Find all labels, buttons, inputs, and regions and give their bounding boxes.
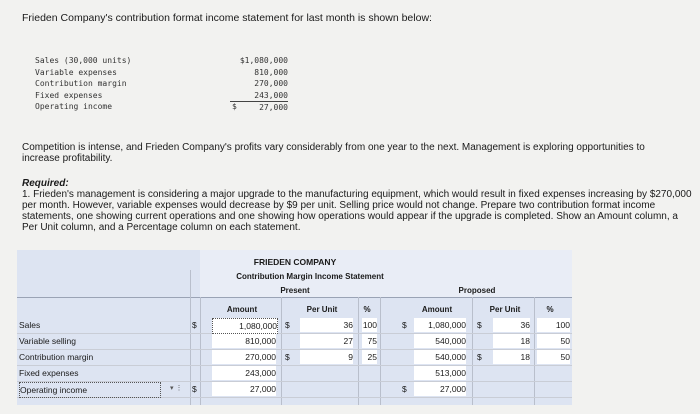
dollar-sign: $: [402, 320, 407, 330]
row-label: Sales: [19, 320, 41, 330]
table-row: [17, 366, 572, 382]
statement-title: Contribution Margin Income Statement: [236, 272, 384, 281]
proposed-percent-input[interactable]: 50: [537, 334, 570, 348]
given-value: 243,000: [230, 90, 288, 103]
given-label: Sales (30,000 units): [35, 56, 132, 65]
present-amount-input[interactable]: 243,000: [212, 366, 276, 380]
proposed-per-unit-input[interactable]: 18: [493, 334, 530, 348]
given-dollar: $: [232, 102, 237, 111]
dollar-sign: $: [192, 384, 197, 394]
present-percent-header: %: [363, 305, 371, 314]
proposed-percent-input[interactable]: 100: [537, 318, 570, 332]
dollar-sign: $: [477, 320, 482, 330]
table-row: [17, 334, 572, 350]
present-per-unit-header: Per Unit: [306, 305, 338, 314]
dollar-sign: $: [192, 320, 197, 330]
present-percent-input[interactable]: 75: [362, 334, 377, 348]
dropdown-arrow-icon[interactable]: ▾ ⋮: [170, 385, 183, 392]
proposed-per-unit-header: Per Unit: [489, 305, 521, 314]
table-row: [17, 318, 572, 334]
given-value: 27,000: [259, 103, 288, 112]
proposed-amount-input[interactable]: 513,000: [414, 366, 466, 380]
present-amount-input[interactable]: 810,000: [212, 334, 276, 348]
row-label: Variable selling: [19, 336, 77, 346]
dollar-sign: $: [477, 352, 482, 362]
given-value: $1,080,000: [239, 56, 288, 65]
row-label: Contribution margin: [19, 352, 94, 362]
required-heading: Required:: [22, 178, 69, 189]
proposed-amount-header: Amount: [421, 305, 453, 314]
present-heading: Present: [280, 286, 310, 295]
table-row: [17, 382, 572, 398]
income-statement-table: [17, 250, 572, 405]
proposed-per-unit-input[interactable]: 36: [493, 318, 530, 332]
present-per-unit-input[interactable]: 36: [300, 318, 353, 332]
row-label: Fixed expenses: [19, 368, 79, 378]
present-amount-header: Amount: [226, 305, 258, 314]
company-name: FRIEDEN COMPANY: [253, 257, 337, 267]
present-per-unit-input[interactable]: 9: [300, 350, 353, 364]
proposed-percent-input[interactable]: 50: [537, 350, 570, 364]
row-label: Operating income: [19, 382, 161, 398]
required-text: 1. Frieden's management is considering a major upgrade to the manufacturing equipment, which would result in fixed expenses increasing by $270,000 per month. However, variable expenses would decrease by $9 per unit. Selling price would not change. Prepare two contribution format income statements, one showing current operations and one showing how operations would appear if the upgrade is completed. Show an Amount column, a Per Unit column, and a Percentage column on each statement.: [22, 189, 692, 233]
proposed-per-unit-input[interactable]: 18: [493, 350, 530, 364]
given-label: Variable expenses: [35, 67, 117, 77]
given-values: [230, 55, 288, 114]
given-label: Operating income: [35, 102, 113, 111]
proposed-amount-input[interactable]: 540,000: [414, 334, 466, 348]
given-value: 810,000: [254, 67, 288, 77]
dollar-sign: $: [285, 352, 290, 362]
dollar-sign: $: [285, 320, 290, 330]
present-amount-input[interactable]: 27,000: [212, 382, 276, 396]
proposed-percent-header: %: [546, 305, 554, 314]
present-amount-input[interactable]: 270,000: [212, 350, 276, 364]
present-amount-input[interactable]: 1,080,000: [212, 318, 278, 334]
present-per-unit-input[interactable]: 27: [300, 334, 353, 348]
given-label: Contribution margin: [35, 79, 127, 88]
proposed-amount-input[interactable]: 540,000: [414, 350, 466, 364]
given-labels: [35, 55, 131, 113]
required-section: [22, 178, 692, 233]
dollar-sign: $: [402, 384, 407, 394]
proposed-amount-input[interactable]: 1,080,000: [414, 318, 466, 332]
competition-text: Competition is intense, and Frieden Company's profits vary considerably from one year to the next. Management is exploring opportunities to increase profitability.: [22, 142, 645, 164]
given-label: Fixed expenses: [35, 90, 103, 100]
table-row: [17, 350, 572, 366]
proposed-heading: Proposed: [458, 286, 496, 295]
intro-text: Frieden Company's contribution format income statement for last month is shown below:: [22, 12, 432, 24]
present-percent-input[interactable]: 25: [362, 350, 377, 364]
present-percent-input[interactable]: 100: [362, 320, 377, 330]
proposed-amount-input[interactable]: 27,000: [414, 382, 466, 396]
given-value: 270,000: [254, 79, 288, 88]
